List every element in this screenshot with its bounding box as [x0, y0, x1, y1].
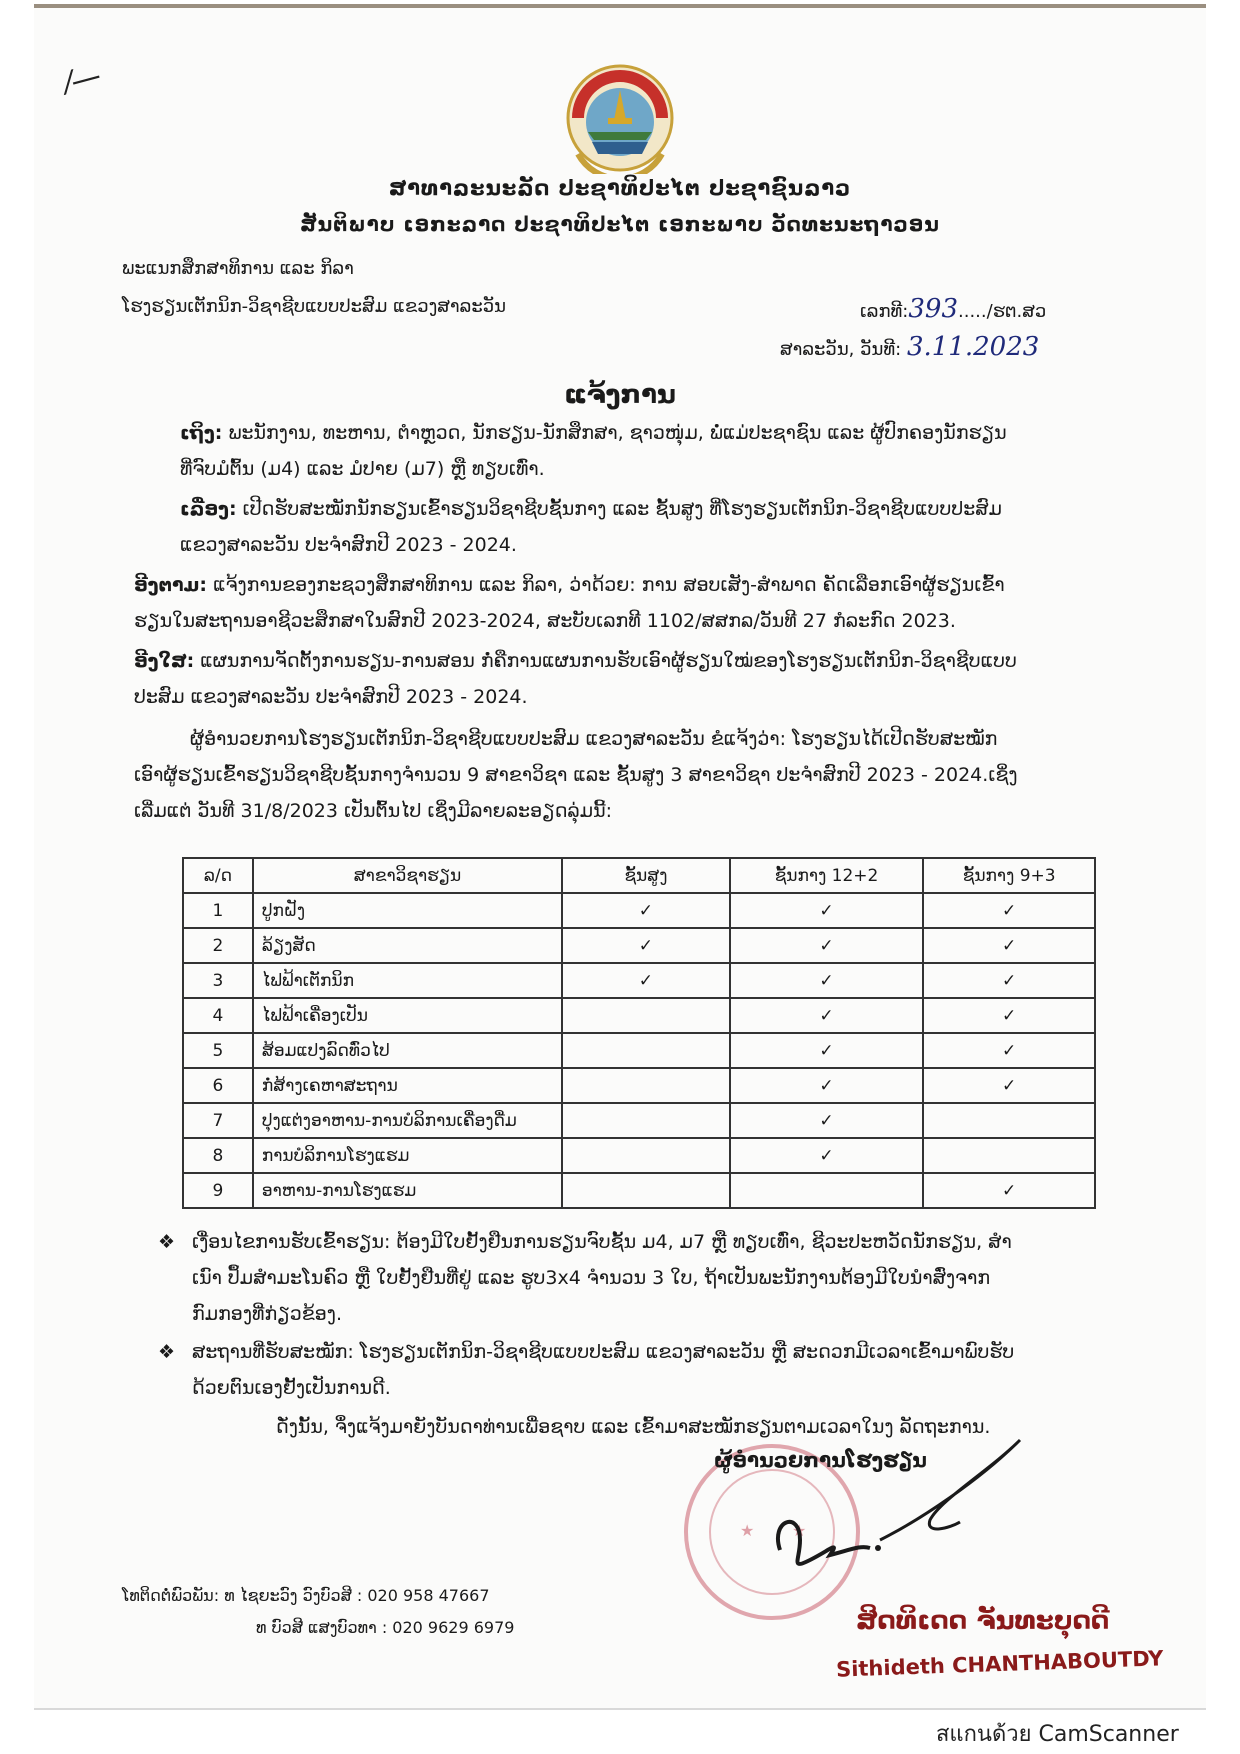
- row-high: [562, 1068, 730, 1103]
- doc-number-label: ເລກທີ:: [860, 301, 909, 322]
- row-mid-12-2: ✓: [730, 1033, 924, 1068]
- subject-line: [180, 492, 1002, 526]
- header-mid-12-2: ຊັ້ນກາງ 12+2: [730, 858, 924, 893]
- ref1-text: ແຈ້ງການຂອງກະຊວງສຶກສາທິການ ແລະ ກິລາ, ວ່າດ້ວຍ: ການ ສອບເສັງ-ສຳພາດ ຄັດເລືອກເອົາຜູ້ຮຽນເຂົ້າ: [213, 574, 1005, 596]
- ref1-line-2: ຮຽນໃນສະຖານອາຊີວະສຶກສາໃນສົກປີ 2023-2024, ສະບັບເລກທີ 1102/ສສກລ/ວັນທີ 27 ກໍລະກົດ 2023.: [134, 610, 956, 632]
- sender-department: ພະແນກສຶກສາທິການ ແລະ ກິລາ: [122, 258, 354, 279]
- document-title: ແຈ້ງການ: [564, 380, 676, 410]
- row-mid-12-2: ✓: [730, 893, 924, 928]
- table-row: [183, 1103, 1095, 1138]
- doc-number: [860, 294, 1046, 324]
- row-mid-9-3: ✓: [923, 928, 1095, 963]
- row-major: ໄຟຟ້າເຄື່ອງເປັນ: [253, 998, 562, 1033]
- ref2-line: [134, 644, 1017, 678]
- row-major: ປູກຝັງ: [253, 893, 562, 928]
- row-mid-12-2: [730, 1173, 924, 1208]
- table-row: [183, 1033, 1095, 1068]
- ref2-line-2: ປະສົມ ແຂວງສາລະວັນ ປະຈຳສົກປີ 2023 - 2024.: [134, 686, 528, 708]
- condition-1-line-2: ເນົາ ປຶ້ມສຳມະໂນຄົວ ຫຼື ໃບຢັ້ງຢືນທີ່ຢູ່ ແລະ ຮູບ3x4 ຈຳນວນ 3 ໃບ, ຖ້າເປັນພະນັກງານຕ້ອງມີໃບນຳສົ່ງຈາກ: [192, 1267, 991, 1289]
- row-mid-12-2: ✓: [730, 1138, 924, 1173]
- contact-2: ທ ບົວສີ ແສງບົວທາ : 020 9629 6979: [256, 1618, 515, 1637]
- condition-1-line-3: ກົມກອງທີ່ກ່ຽວຂ້ອງ.: [192, 1303, 343, 1325]
- row-mid-9-3: ✓: [923, 1068, 1095, 1103]
- doc-date-label: ສາລະວັນ, ວັນທີ:: [780, 339, 902, 360]
- programs-table: [182, 857, 1096, 1209]
- row-major: ໄຟຟ້າເຕັກນິກ: [253, 963, 562, 998]
- scanner-watermark: สแกนด้วย CamScanner: [936, 1722, 1179, 1747]
- row-mid-12-2: ✓: [730, 998, 924, 1033]
- row-high: ✓: [562, 963, 730, 998]
- ref1-line: [134, 568, 1005, 602]
- row-mid-12-2: ✓: [730, 928, 924, 963]
- condition-2-line-2: ດ້ວຍຕົນເອງຢັ້ງເປັນການດີ.: [192, 1377, 391, 1399]
- row-major: ປຸງແຕ່ງອາຫານ-ການບໍລິການເຄື່ອງດື່ມ: [253, 1103, 562, 1138]
- table-row: [183, 963, 1095, 998]
- svg-text:★: ★: [792, 1521, 807, 1540]
- table-row: [183, 998, 1095, 1033]
- motto-header: ສັນຕິພາບ ເອກະລາດ ປະຊາທິປະໄຕ ເອກະພາບ ວັດທະນະຖາວອນ: [300, 212, 940, 236]
- row-high: [562, 998, 730, 1033]
- contact-1: ທ ໄຊຍະວົງ ວົງບົວສີ : 020 958 47667: [224, 1586, 490, 1605]
- row-high: [562, 1033, 730, 1068]
- body-line-1: ຜູ້ອຳນວຍການໂຮງຮຽນເຕັກນິກ-ວິຊາຊີບແບບປະສົມ ແຂວງສາລະວັນ ຂໍແຈ້ງວ່າ: ໂຮງຮຽນໄດ້ເປີດຮັບສະໝັກ: [190, 728, 998, 750]
- row-high: [562, 1173, 730, 1208]
- ref2-text: ແຜນການຈັດຕັ້ງການຮຽນ-ການສອນ ກໍ່ຄືການແຜນການຮັບເອົາຜູ້ຮຽນໃໝ່ຂອງໂຮງຮຽນເຕັກນິກ-ວິຊາຊີບແບບ: [200, 650, 1017, 672]
- header-no: ລ/ດ: [183, 858, 253, 893]
- row-no: 8: [183, 1138, 253, 1173]
- row-mid-9-3: ✓: [923, 963, 1095, 998]
- row-high: [562, 1138, 730, 1173]
- header-mid-9-3: ຊັ້ນກາງ 9+3: [923, 858, 1095, 893]
- row-no: 1: [183, 893, 253, 928]
- row-no: 2: [183, 928, 253, 963]
- condition-1-bullet: ❖: [158, 1231, 176, 1253]
- row-high: ✓: [562, 928, 730, 963]
- row-no: 6: [183, 1068, 253, 1103]
- national-emblem-icon: [564, 62, 676, 174]
- closing-text: ດັ່ງນັ້ນ, ຈຶ່ງແຈ້ງມາຍັງບັນດາທ່ານເພື່ອຊາບ ແລະ ເຂົ້າມາສະໝັກຮຽນຕາມເວລາໃນງ ລັດຖະການ.: [276, 1416, 991, 1438]
- body-line-3: ເລີ່ມແຕ່ ວັນທີ 31/8/2023 ເປັນຕົ້ນໄປ ເຊິ່ງມີລາຍລະອຽດລຸ່ມນີ້:: [134, 800, 612, 822]
- signer-role: ຜູ້ອຳນວຍການໂຮງຮຽນ: [714, 1448, 927, 1472]
- contact-line-1: [122, 1586, 490, 1605]
- to-line-2: ທີ່ຈົບມໍຕົ້ນ (ມ4) ແລະ ມໍປາຍ (ມ7) ຫຼື ທຽບເທົ່າ.: [180, 458, 545, 480]
- handwritten-mark: ⁄—: [62, 58, 105, 101]
- row-mid-9-3: ✓: [923, 893, 1095, 928]
- signer-name-lao: ສິດທິເດດ ຈັນທະບຸດດີ: [856, 1606, 1110, 1636]
- table-row: [183, 1068, 1095, 1103]
- condition-2-line-1: ສະຖານທີ່ຮັບສະໝັກ: ໂຮງຮຽນເຕັກນິກ-ວິຊາຊີບແບບປະສົມ ແຂວງສາລະວັນ ຫຼື ສະດວກມີເວລາເຂົ້າມາພົບຮັບ: [192, 1341, 1015, 1363]
- doc-number-suffix: ...../ຮຕ.ສວ: [958, 301, 1047, 322]
- row-mid-9-3: ✓: [923, 1173, 1095, 1208]
- table-header-row: [183, 858, 1095, 893]
- ref1-label: ອີງຕາມ:: [134, 574, 208, 596]
- header-major: ສາຂາວິຊາຮຽນ: [253, 858, 562, 893]
- row-no: 4: [183, 998, 253, 1033]
- row-mid-12-2: ✓: [730, 1068, 924, 1103]
- row-major: ກໍ່ສ້າງເຄຫາສະຖານ: [253, 1068, 562, 1103]
- table-body: [183, 893, 1095, 1208]
- row-mid-9-3: ✓: [923, 1033, 1095, 1068]
- row-mid-9-3: ✓: [923, 998, 1095, 1033]
- table-row: [183, 1138, 1095, 1173]
- row-mid-9-3: [923, 1138, 1095, 1173]
- row-mid-12-2: ✓: [730, 963, 924, 998]
- svg-text:★: ★: [740, 1521, 755, 1540]
- row-no: 5: [183, 1033, 253, 1068]
- row-major: ລ້ຽງສັດ: [253, 928, 562, 963]
- header-high: ຊັ້ນສູງ: [562, 858, 730, 893]
- body-line-2: ເອົາຜູ້ຮຽນເຂົ້າຮຽນວິຊາຊີບຊັ້ນກາງຈຳນວນ 9 ສາຂາວິຊາ ແລະ ຊັ້ນສູງ 3 ສາຂາວິຊາ ປະຈຳສົກປີ 2023 - 2024.ເຊິ່ງ: [134, 764, 1018, 786]
- condition-2-bullet: ❖: [158, 1341, 176, 1363]
- doc-date-value: 3.11.2023: [906, 332, 1040, 362]
- row-mid-9-3: [923, 1103, 1095, 1138]
- row-no: 9: [183, 1173, 253, 1208]
- row-high: ✓: [562, 893, 730, 928]
- row-no: 7: [183, 1103, 253, 1138]
- doc-number-value: 393: [908, 294, 959, 324]
- subject-text: ເປີດຮັບສະໝັກນັກຮຽນເຂົ້າຮຽນວິຊາຊີບຊັ້ນກາງ ແລະ ຊັ້ນສູງ ທີ່ໂຮງຮຽນເຕັກນິກ-ວິຊາຊີບແບບປະສົມ: [242, 498, 1002, 520]
- signer-name-en: Sithideth CHANTHABOUTDY: [835, 1646, 1164, 1682]
- row-mid-12-2: ✓: [730, 1103, 924, 1138]
- doc-date: [780, 332, 1039, 362]
- table-row: [183, 928, 1095, 963]
- row-major: ອາຫານ-ການໂຮງແຮມ: [253, 1173, 562, 1208]
- subject-line-2: ແຂວງສາລະວັນ ປະຈຳສົກປີ 2023 - 2024.: [180, 534, 517, 556]
- country-header: ສາທາລະນະລັດ ປະຊາທິປະໄຕ ປະຊາຊົນລາວ: [388, 176, 852, 200]
- row-major: ການບໍລິການໂຮງແຮມ: [253, 1138, 562, 1173]
- row-major: ສ້ອມແປງລົດທົ່ວໄປ: [253, 1033, 562, 1068]
- subject-label: ເລື່ອງ:: [180, 498, 237, 520]
- to-line: [180, 416, 1007, 450]
- to-label: ເຖິງ:: [180, 422, 223, 444]
- ref2-label: ອີງໃສ:: [134, 650, 195, 672]
- signature-icon: [760, 1410, 1060, 1590]
- contact-label: ໂທຕິດຕໍ່ພົວພັນ:: [122, 1586, 220, 1605]
- row-high: [562, 1103, 730, 1138]
- table-row: [183, 893, 1095, 928]
- table-row: [183, 1173, 1095, 1208]
- sender-school: ໂຮງຮຽນເຕັກນິກ-ວິຊາຊີບແບບປະສົມ ແຂວງສາລະວັນ: [122, 296, 506, 317]
- condition-1-line-1: ເງື່ອນໄຂການຮັບເຂົ້າຮຽນ: ຕ້ອງມີໃບຢັ້ງຢືນການຮຽນຈົບຊັ້ນ ມ4, ມ7 ຫຼື ທຽບເທົ່າ, ຊີວະປະຫວັດນັກຮຽນ, ສຳ: [192, 1231, 1012, 1253]
- to-text: ພະນັກງານ, ທະຫານ, ຕຳຫຼວດ, ນັກຮຽນ-ນັກສຶກສາ, ຊາວໜຸ່ມ, ພໍ່ແມ່ປະຊາຊົນ ແລະ ຜູ້ປົກຄອງນັກຮຽນ: [228, 422, 1007, 444]
- row-no: 3: [183, 963, 253, 998]
- bottom-border: [34, 1708, 1206, 1710]
